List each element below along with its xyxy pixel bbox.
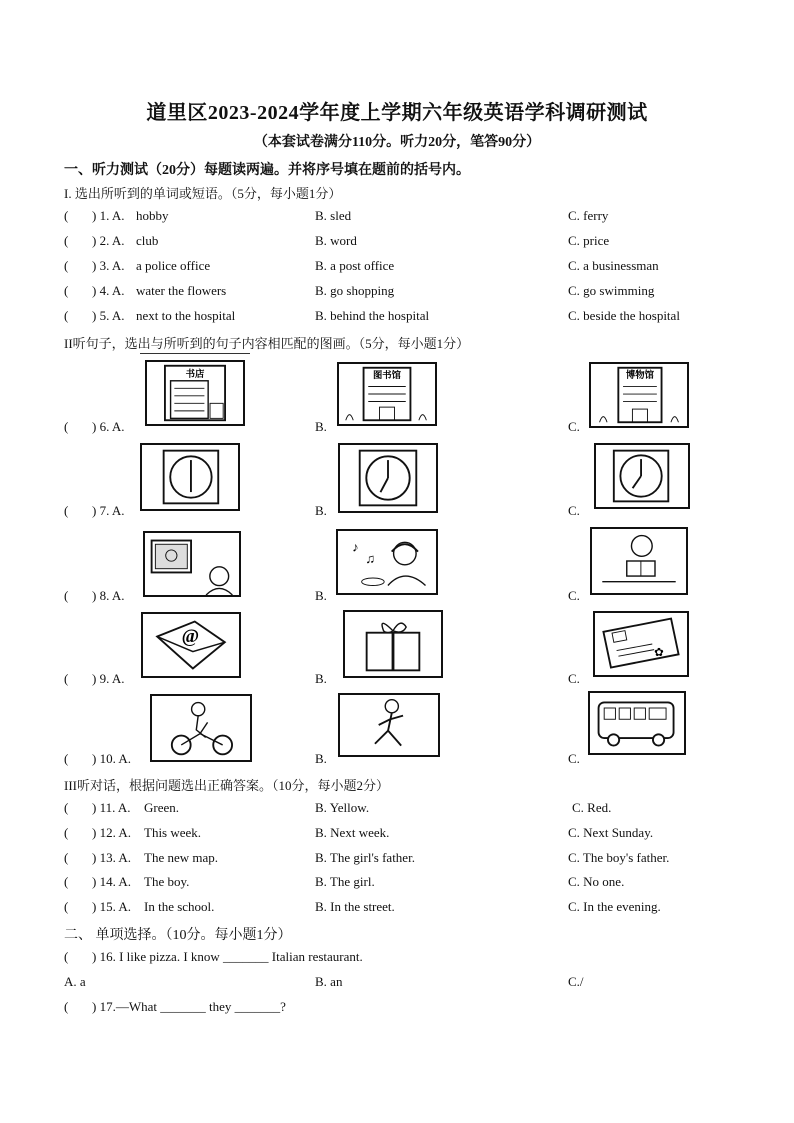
answer-paren[interactable]: ( — [64, 850, 69, 865]
option-b-label: B. — [315, 751, 327, 766]
option-a: club — [136, 233, 159, 248]
option-c: C. beside the hospital — [568, 308, 680, 323]
question-number: ) 1. A. — [92, 208, 125, 223]
answer-paren[interactable]: ( — [64, 308, 69, 323]
option-b: B. The girl's father. — [315, 850, 415, 865]
option-b: B. go shopping — [315, 283, 395, 298]
postcard-picture[interactable] — [593, 611, 689, 677]
question-row-15 — [64, 899, 754, 919]
option-b: B. a post office — [315, 258, 395, 273]
question-number: ) 5. A. — [92, 308, 125, 323]
question-number: ) 11. A. — [92, 800, 131, 815]
option-c-label: C. — [568, 751, 580, 766]
page-subtitle: （本套试卷满分110分。听力20分，笔答90分） — [253, 135, 541, 150]
clock-picture-c[interactable] — [594, 443, 690, 509]
library-picture[interactable] — [337, 362, 437, 426]
question-row-13 — [64, 850, 754, 870]
question-row-17 — [64, 999, 754, 1019]
option-c: C. In the evening. — [568, 899, 661, 914]
option-a: The new map. — [144, 850, 219, 865]
question-row-11 — [64, 800, 754, 820]
question-number: ) 7. A. — [92, 503, 125, 518]
answer-paren[interactable]: ( — [64, 208, 69, 223]
answer-paren[interactable]: ( — [64, 874, 69, 889]
option-c-label: C. — [568, 588, 580, 603]
option-b: B. word — [315, 233, 357, 248]
answer-paren[interactable]: ( — [64, 503, 69, 518]
walk-picture[interactable] — [338, 693, 440, 757]
answer-paren[interactable]: ( — [64, 671, 69, 686]
option-b-label: B. — [315, 419, 327, 434]
option-b-label: B. — [315, 588, 327, 603]
option-c: C. Red. — [572, 800, 612, 815]
question-number: ) 14. A. — [92, 874, 131, 889]
option-c: C. ferry — [568, 208, 609, 223]
bus-picture[interactable] — [588, 691, 686, 755]
question-number: ) 15. A. — [92, 899, 131, 914]
option-b: B. In the street. — [315, 899, 395, 914]
option-b: B. Yellow. — [315, 800, 370, 815]
question-number: ) 9. A. — [92, 671, 125, 686]
answer-paren[interactable]: ( — [64, 283, 69, 298]
part2-instruction: II听句子，选出与所听到的句子内容相匹配的图画。（5分，每小题1分） — [64, 336, 470, 351]
option-a: A. a — [64, 974, 86, 989]
email-picture[interactable] — [141, 612, 241, 678]
question-number: ) 10. A. — [92, 751, 131, 766]
answer-paren[interactable]: ( — [64, 233, 69, 248]
option-c: C. No one. — [568, 874, 625, 889]
option-b: B. sled — [315, 208, 352, 223]
page-title: 道里区2023-2024学年度上学期六年级英语学科调研测试 — [146, 102, 648, 124]
svg-text:✿: ✿ — [654, 647, 664, 660]
option-c: C./ — [568, 974, 584, 989]
answer-paren[interactable]: ( — [64, 751, 69, 766]
question-number: ) 3. A. — [92, 258, 125, 273]
question-number: ) 13. A. — [92, 850, 131, 865]
question-row-5 — [64, 308, 754, 328]
question-number: ) 6. A. — [92, 419, 125, 434]
answer-paren[interactable]: ( — [64, 999, 69, 1014]
question-row-14 — [64, 874, 754, 894]
answer-paren[interactable]: ( — [64, 899, 69, 914]
option-a: hobby — [136, 208, 169, 223]
library-sign: 图书馆 — [372, 371, 402, 382]
section1-heading: 一、听力测试（20分）每题读两遍。并将序号填在题前的括号内。 — [64, 163, 470, 178]
option-c-label: C. — [568, 419, 580, 434]
option-a: water the flowers — [136, 283, 227, 298]
question-number: ) 4. A. — [92, 283, 125, 298]
answer-paren[interactable]: ( — [64, 258, 69, 273]
listen-music-picture[interactable] — [336, 529, 438, 595]
read-book-picture[interactable] — [590, 527, 688, 595]
question-row-2 — [64, 233, 754, 253]
question-row-1 — [64, 208, 754, 228]
option-c-label: C. — [568, 671, 580, 686]
answer-paren[interactable]: ( — [64, 825, 69, 840]
bookstore-sign: 书店 — [185, 370, 205, 381]
option-a: This week. — [144, 825, 202, 840]
option-a: a police office — [136, 258, 211, 273]
option-c: C. go swimming — [568, 283, 655, 298]
question-text: ) 16. I like pizza. I know _______ Italian restaurant. — [92, 949, 363, 964]
option-a: next to the hospital — [136, 308, 236, 323]
bike-picture[interactable] — [150, 694, 252, 762]
answer-paren[interactable]: ( — [64, 949, 69, 964]
option-a: In the school. — [144, 899, 215, 914]
gift-picture[interactable] — [343, 610, 443, 678]
answer-paren[interactable]: ( — [64, 419, 69, 434]
option-a: Green. — [144, 800, 180, 815]
watch-tv-picture[interactable] — [143, 531, 241, 597]
question-16-options — [64, 974, 754, 994]
section2-heading: 二、 单项选择。（10分。每小题1分） — [64, 928, 292, 943]
museum-sign: 博物馆 — [625, 371, 655, 382]
svg-text:@: @ — [181, 626, 200, 648]
underline-mark — [140, 353, 250, 354]
question-row-3 — [64, 258, 754, 278]
question-text: ) 17.—What _______ they _______? — [92, 999, 286, 1014]
answer-paren[interactable]: ( — [64, 800, 69, 815]
question-number: ) 12. A. — [92, 825, 131, 840]
svg-text:♪: ♪ — [352, 539, 359, 555]
question-row-12 — [64, 825, 754, 845]
museum-picture[interactable] — [589, 362, 689, 428]
option-b: B. Next week. — [315, 825, 390, 840]
option-b: B. an — [315, 974, 343, 989]
option-b-label: B. — [315, 671, 327, 686]
option-c-label: C. — [568, 503, 580, 518]
option-c: C. The boy's father. — [568, 850, 670, 865]
svg-text:♫: ♫ — [365, 550, 376, 566]
part1-instruction: I. 选出所听到的单词或短语。（5分，每小题1分） — [64, 186, 342, 201]
part3-instruction: III听对话，根据问题选出正确答案。（10分，每小题2分） — [64, 778, 389, 793]
option-b-label: B. — [315, 503, 327, 518]
option-c: C. Next Sunday. — [568, 825, 654, 840]
option-a: The boy. — [144, 874, 190, 889]
option-b: B. behind the hospital — [315, 308, 430, 323]
clock-picture-b[interactable] — [338, 443, 438, 513]
clock-picture-a[interactable] — [140, 443, 240, 511]
answer-paren[interactable]: ( — [64, 588, 69, 603]
option-c: C. a businessman — [568, 258, 659, 273]
option-b: B. The girl. — [315, 874, 375, 889]
option-c: C. price — [568, 233, 610, 248]
question-row-4 — [64, 283, 754, 303]
question-row-16 — [64, 949, 754, 969]
question-number: ) 2. A. — [92, 233, 125, 248]
question-number: ) 8. A. — [92, 588, 125, 603]
bookstore-picture[interactable] — [145, 360, 245, 426]
